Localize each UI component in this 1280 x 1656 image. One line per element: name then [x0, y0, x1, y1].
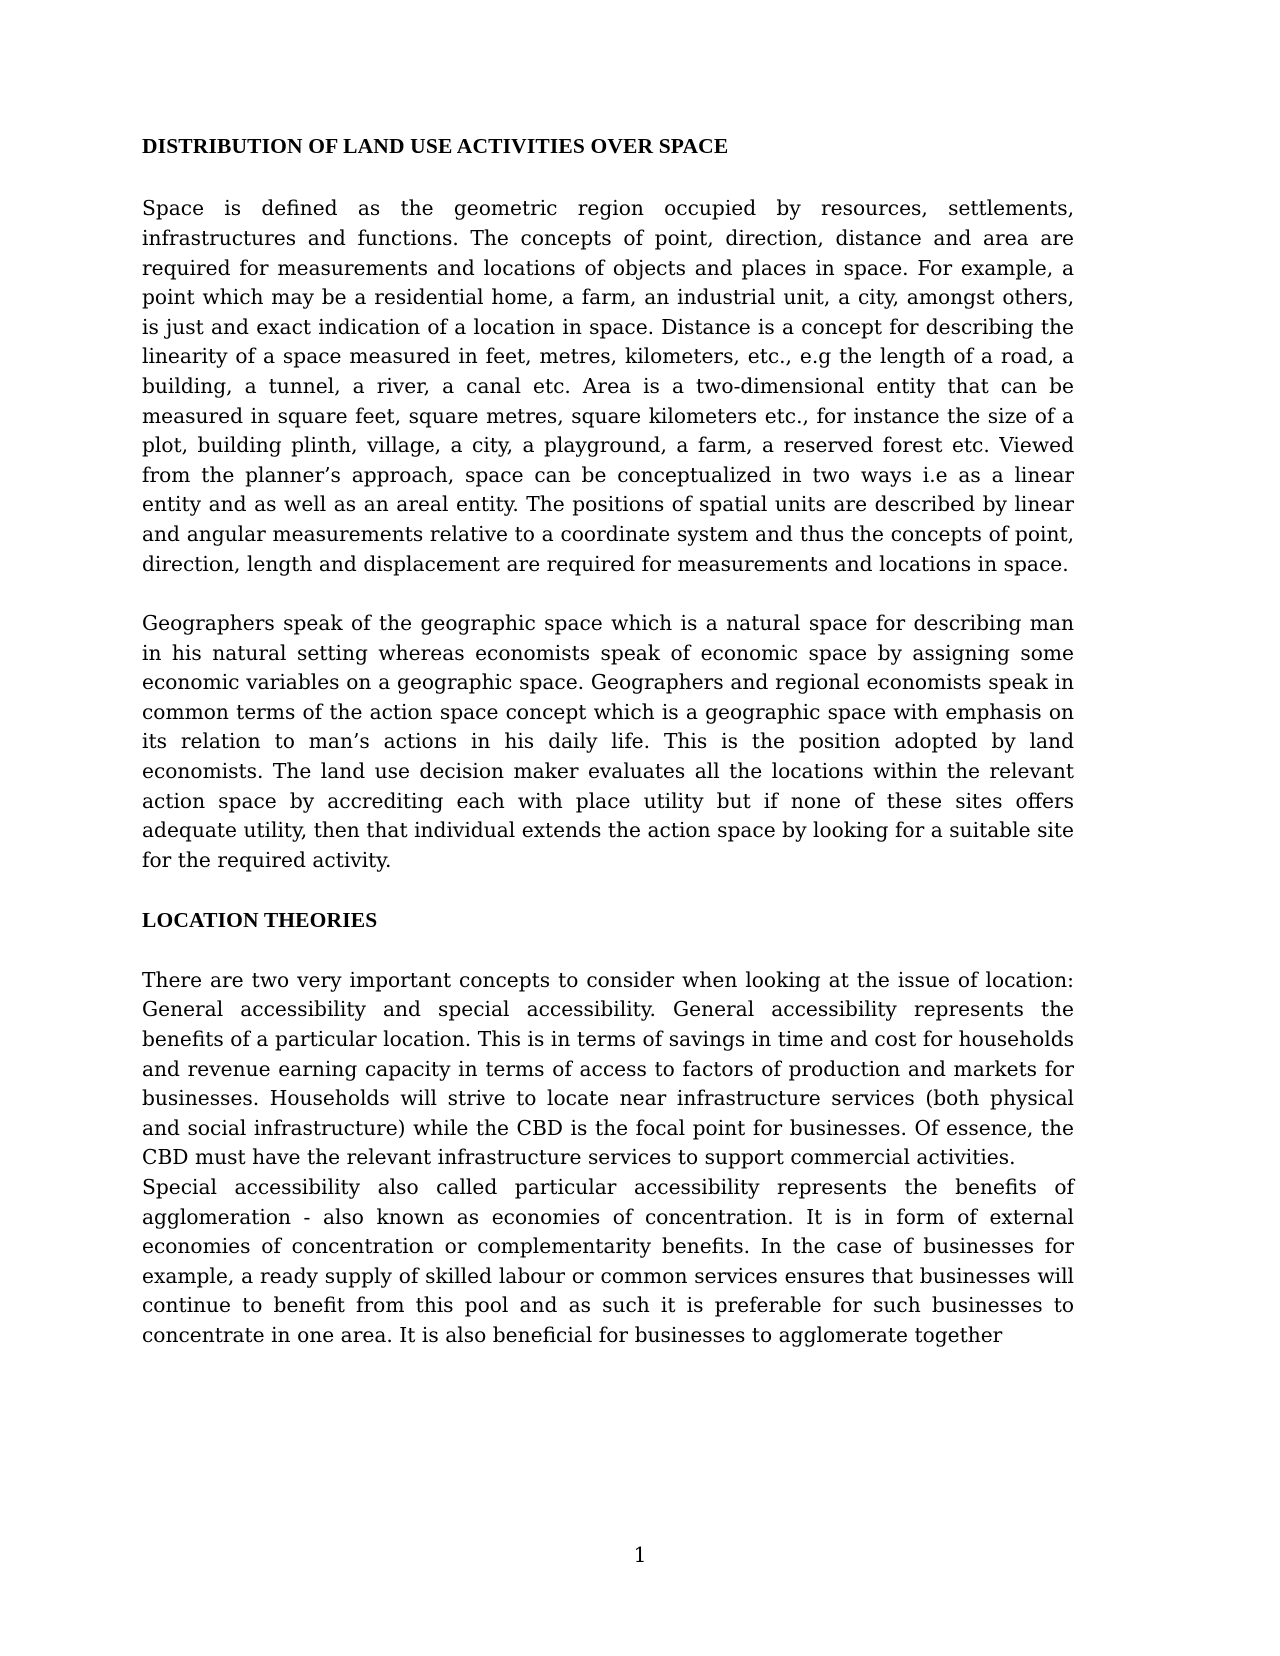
section-heading-location-theories: LOCATION THEORIES	[142, 908, 378, 933]
paragraph-geographers: Geographers speak of the geographic space which is a natural space for describing man in his natural setting whereas economists speak of economic space by assigning some economic variables on a geographic space. Geographers and regional economists speak in common terms of the action space concept which is a geographic space with emphasis on its relation to man’s actions in his daily life. This is the position adopted by land economists. The land use decision maker evaluates all the locations within the relevant action space by accrediting each with place utility but if none of these sites offers adequate utility, then that individual extends the action space by looking for a suitable site for the required activity.	[142, 611, 1074, 872]
page-number: 1	[633, 1543, 647, 1567]
paragraph-space-definition: Space is defined as the geometric region occupied by resources, settlements, infrastructures and functions. The concepts of point, direction, distance and area are required for measurements and locations of objects and places in space. For example, a point which may be a residential home, a farm, an industrial unit, a city, amongst others, is just and exact indication of a location in space. Distance is a concept for describing the linearity of a space measured in feet, metres, kilometers, etc., e.g the length of a road, a building, a tunnel, a river, a canal etc. Area is a two-dimensional entity that can be measured in square feet, square metres, square kilometers etc., for instance the size of a plot, building plinth, village, a city, a playground, a farm, a reserved forest etc. Viewed from the planner’s approach, space can be conceptualized in two ways i.e as a linear entity and as well as an areal entity. The positions of spatial units are described by linear and angular measurements relative to a coordinate system and thus the concepts of point, direction, length and displacement are required for measurements and locations in space.	[142, 196, 1074, 576]
page-title: DISTRIBUTION OF LAND USE ACTIVITIES OVER SPACE	[142, 134, 729, 158]
paragraph-special-accessibility: Special accessibility also called particular accessibility represents the benefits of agglomeration - also known as economies of concentration. It is in form of external economies of concentration or complementarity benefits. In the case of businesses for example, a ready supply of skilled labour or common services ensures that businesses will continue to benefit from this pool and as such it is preferable for such businesses to concentrate in one area. It is also beneficial for businesses to agglomerate together	[142, 1174, 1074, 1347]
page-content	[142, 132, 1074, 1351]
paragraph-general-accessibility: There are two very important concepts to consider when looking at the issue of location: General accessibility and special accessibility. General accessibility represents the benefits of a particular location. This is in terms of savings in time and cost for households and revenue earning capacity in terms of access to factors of production and markets for businesses. Households will strive to locate near infrastructure services (both physical and social infrastructure) while the CBD is the focal point for businesses. Of essence, the CBD must have the relevant infrastructure services to support commercial activities.	[142, 967, 1074, 1170]
